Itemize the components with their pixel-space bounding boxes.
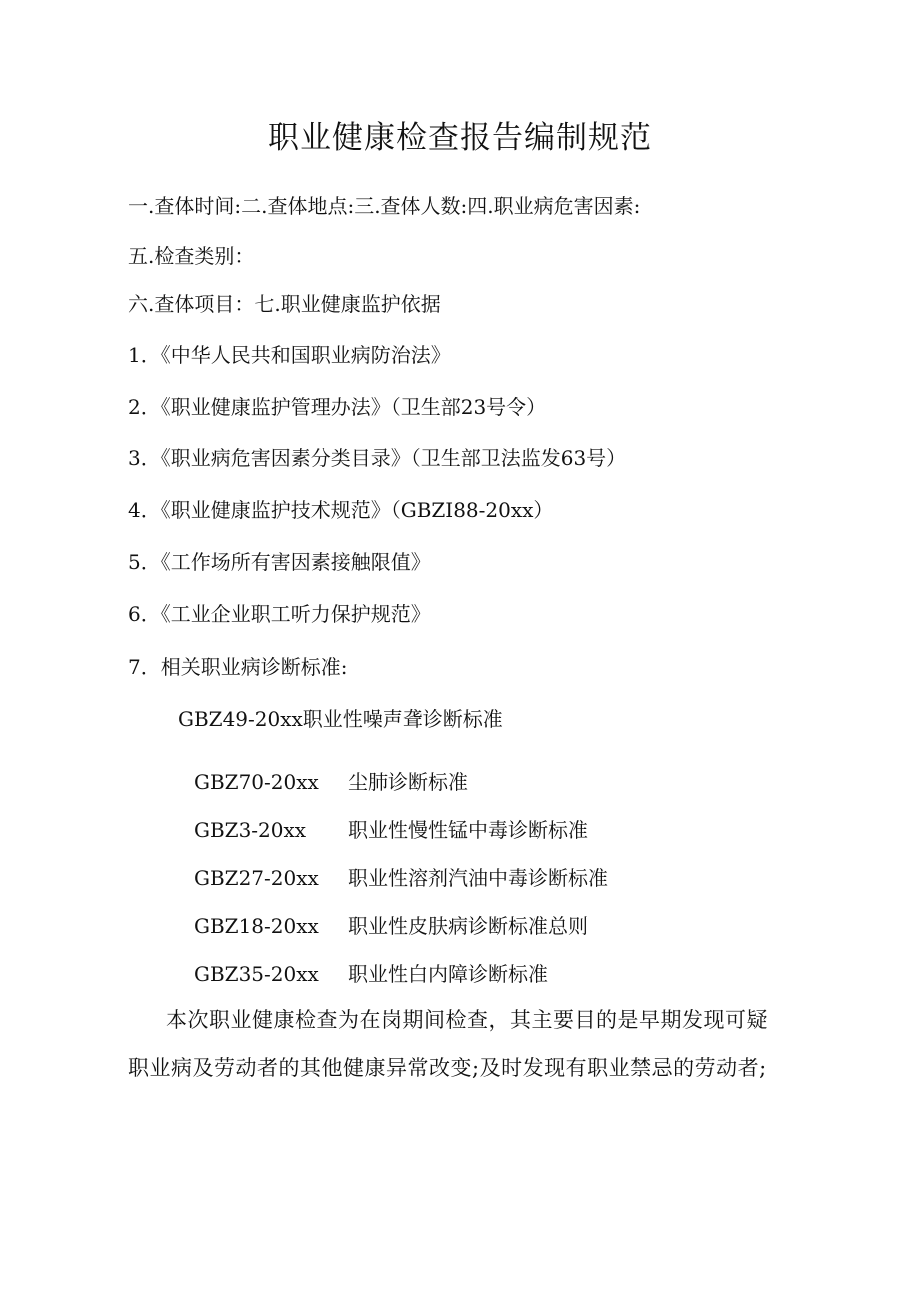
- basis-item-3: 3．《职业病危害因素分类目录》（卫生部卫法监发63号）: [128, 446, 627, 470]
- standard-row: [194, 912, 588, 940]
- standard-row: [194, 768, 468, 796]
- basis-item-4: 4．《职业健康监护技术规范》（GBZI88-20xx）: [128, 498, 554, 522]
- standard-name: 职业性皮肤病诊断标准总则: [348, 914, 588, 938]
- basis-item-6: 6．《工业企业职工听力保护规范》: [128, 602, 431, 626]
- standard-row: [194, 960, 548, 988]
- info-line-time-location: 一.查体时间:二.查体地点:三.查体人数:四.职业病危害因素:: [128, 194, 641, 218]
- standard-code: GBZ35-20xx: [194, 962, 319, 986]
- basis-item-2: 2．《职业健康监护管理办法》（卫生部23号令）: [128, 395, 547, 419]
- standard-code: GBZ70-20xx: [194, 770, 319, 794]
- standard-code: GBZ27-20xx: [194, 866, 319, 890]
- body-paragraph-line-2: 职业病及劳动者的其他健康异常改变;及时发现有职业禁忌的劳动者;: [128, 1056, 767, 1080]
- standard-code: GBZ18-20xx: [194, 914, 319, 938]
- basis-item-7: 7．相关职业病诊断标准:: [128, 655, 348, 679]
- standard-code: GBZ3-20xx: [194, 818, 307, 842]
- standard-row: [194, 816, 588, 844]
- info-line-items-basis: 六.查体项目：七.职业健康监护依据: [128, 292, 441, 316]
- standard-name: 职业性白内障诊断标准: [348, 962, 548, 986]
- basis-item-1: 1．《中华人民共和国职业病防治法》: [128, 343, 451, 367]
- standard-name: 职业性溶剂汽油中毒诊断标准: [348, 866, 608, 890]
- standard-intro: GBZ49-20xx职业性噪声聋诊断标准: [178, 707, 503, 731]
- body-paragraph-line-1: 本次职业健康检查为在岗期间检查，其主要目的是早期发现可疑: [166, 1008, 768, 1032]
- basis-item-5: 5．《工作场所有害因素接触限值》: [128, 550, 431, 574]
- standard-name: 职业性慢性锰中毒诊断标准: [348, 818, 588, 842]
- standard-row: [194, 864, 608, 892]
- standard-name: 尘肺诊断标准: [348, 770, 468, 794]
- page-title: 职业健康检查报告编制规范: [268, 120, 652, 156]
- info-line-category: 五.检查类别：: [128, 244, 255, 268]
